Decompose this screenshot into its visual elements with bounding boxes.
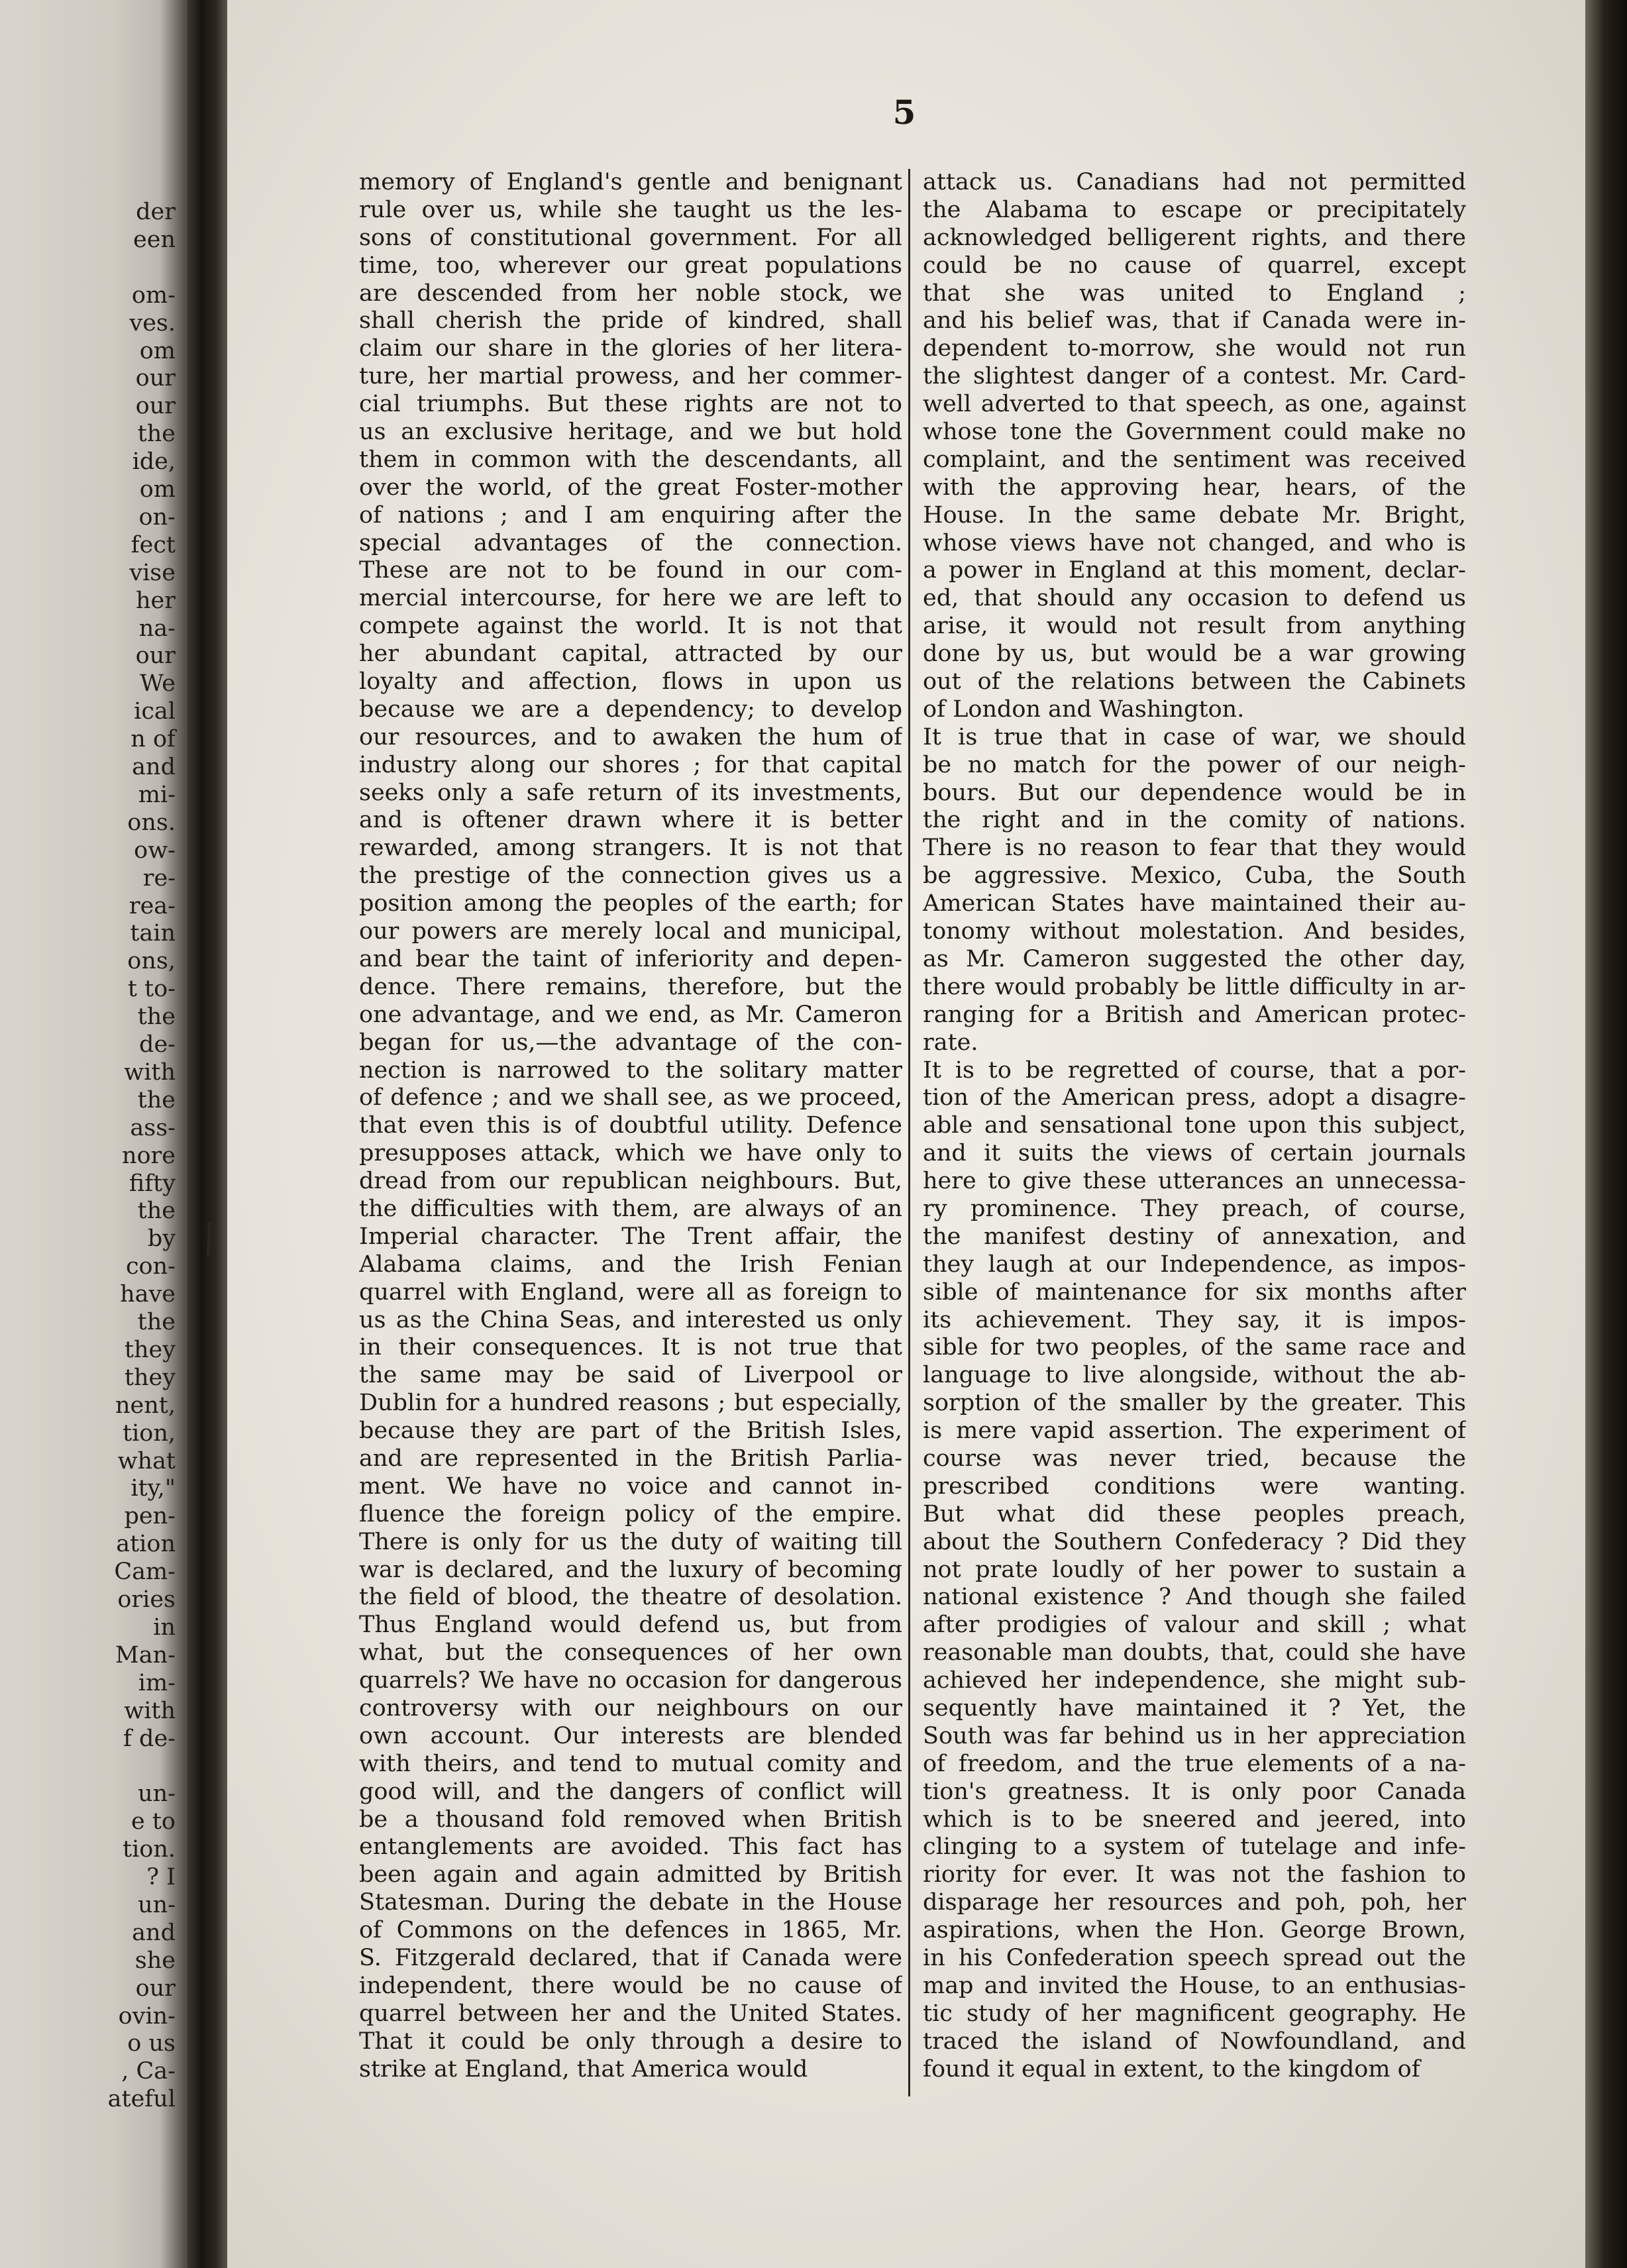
text-line: the same may be said of Liverpool or (359, 1362, 902, 1389)
fragment-text: een (133, 226, 176, 253)
text-line: as Mr. Cameron suggested the other day, (923, 945, 1466, 972)
text-line: that she was united to England ; (923, 280, 1466, 307)
text-line: there would probably be little difficulty in ar- (923, 973, 1466, 1000)
text-line: memory of England's gentle and benignant (359, 169, 902, 195)
text-line: arise, it would not result from anything (923, 613, 1466, 640)
text-line: over the world, of the great Foster-mother (359, 474, 902, 501)
text-line: the Alabama to escape or precipitately (923, 196, 1466, 223)
fragment-text: and (132, 1919, 176, 1946)
fragment-text: her (136, 587, 176, 614)
text-line: the difficulties with them, are always of an (359, 1195, 902, 1222)
fragment-text: nore (121, 1142, 176, 1169)
fragment-text: what (117, 1447, 176, 1474)
text-line: dence. There remains, therefore, but the (359, 973, 902, 1000)
text-line: map and invited the House, to an enthusias- (923, 1972, 1466, 1999)
text-line: These are not to be found in our com- (359, 557, 902, 584)
text-line: found it equal in extent, to the kingdom of (923, 2055, 1420, 2083)
fragment-text: om (139, 337, 176, 364)
text-line: and his belief was, that if Canada were in- (923, 307, 1466, 335)
text-line: nection is narrowed to the solitary matter (359, 1057, 902, 1084)
text-line: industry along our shores ; for that capital (359, 751, 902, 778)
text-line: the slightest danger of a contest. Mr. Card- (923, 363, 1466, 390)
text-line: the manifest destiny of annexation, and (923, 1223, 1466, 1250)
text-line: in his Confederation speech spread out the (923, 1945, 1466, 1971)
text-line: complaint, and the sentiment was received (923, 446, 1466, 473)
fragment-text: mi- (138, 781, 176, 808)
page-edge-shadow (1585, 0, 1627, 2268)
fragment-text: f de- (123, 1725, 176, 1752)
text-line: rule over us, while she taught us the les- (359, 196, 902, 223)
text-line: ture, her martial prowess, and her commer- (359, 363, 902, 390)
text-line: independent, there would be no cause of (359, 1972, 902, 1999)
text-line: of Commons on the defences in 1865, Mr. (359, 1917, 902, 1944)
text-line: language to live alongside, without the ab- (923, 1362, 1466, 1389)
text-line: national existence ? And though she failed (923, 1584, 1466, 1611)
adjacent-page-fragment (0, 0, 187, 2268)
text-line: because they are part of the British Isles, (359, 1418, 902, 1445)
text-line: quarrel with England, were all as foreign to (359, 1278, 902, 1306)
text-line: riority for ever. It was not the fashion to (923, 1861, 1466, 1888)
text-line: because we are a dependency; to develop (359, 696, 902, 723)
text-line: tic study of her magnificent geography. He (923, 2000, 1466, 2027)
text-line: aspirations, when the Hon. George Brown, (923, 1917, 1466, 1944)
text-line: American States have maintained their au- (923, 890, 1466, 917)
fragment-text: pen- (124, 1503, 176, 1530)
fragment-text: Man- (115, 1641, 176, 1669)
fragment-text: We (140, 670, 176, 697)
column-divider (908, 169, 910, 2096)
text-line: her abundant capital, attracted by our (359, 641, 902, 668)
text-line: claim our share in the glories of her litera- (359, 335, 902, 362)
fragment-text: ity," (131, 1475, 176, 1502)
text-line: attack us. Canadians had not permitted (923, 169, 1466, 195)
text-line: It is true that in case of war, we should (923, 723, 1466, 750)
text-line: and is oftener drawn where it is better (359, 807, 902, 834)
text-line: what, but the consequences of her own (359, 1639, 902, 1667)
text-line: special advantages of the connection. (359, 529, 902, 556)
text-line: dread from our republican neighbours. But, (359, 1168, 902, 1195)
fragment-text: and (132, 754, 176, 780)
text-line: good will, and the dangers of conflict will (359, 1778, 902, 1805)
fragment-text: con- (125, 1253, 176, 1280)
text-line: ment. We have no voice and cannot in- (359, 1472, 902, 1500)
text-line: cial triumphs. But these rights are not to (359, 391, 902, 418)
text-line: war is declared, and the luxury of becoming (359, 1556, 902, 1583)
text-line: ranging for a British and American protec- (923, 1001, 1466, 1028)
text-line: able and sensational tone upon this subject, (923, 1112, 1466, 1139)
fragment-text: tion. (123, 1836, 176, 1863)
fragment-text: ories (117, 1586, 176, 1613)
fragment-text: , Ca- (121, 2058, 176, 2085)
text-line: fluence the foreign policy of the empire. (359, 1500, 902, 1527)
fragment-text: the (137, 1004, 176, 1031)
fragment-text: ovin- (118, 2002, 176, 2030)
text-column-left (359, 169, 902, 2083)
fragment-text: the (137, 1198, 176, 1225)
fragment-text: our (135, 643, 176, 670)
text-line: is mere vapid assertion. The experiment of (923, 1418, 1466, 1445)
text-line: the right and in the comity of nations. (923, 807, 1466, 834)
text-line: acknowledged belligerent rights, and there (923, 224, 1466, 251)
fragment-text: fect (131, 531, 176, 558)
text-line: That it could be only through a desire to (359, 2028, 902, 2055)
fragment-text: nent, (115, 1392, 176, 1419)
fragment-text: re- (142, 864, 176, 892)
fragment-text: e to (131, 1808, 176, 1835)
page-number: 5 (892, 93, 916, 132)
fragment-text: have (120, 1281, 176, 1308)
fragment-text: ons, (127, 948, 176, 975)
text-line: Imperial character. The Trent affair, the (359, 1223, 902, 1250)
fragment-text: fifty (129, 1170, 176, 1197)
fragment-text: Cam- (114, 1559, 176, 1586)
fragment-text: ateful (107, 2086, 176, 2113)
text-line: controversy with our neighbours on our (359, 1694, 902, 1722)
fragment-text: vise (129, 559, 176, 586)
text-line: and are represented in the British Parlia- (359, 1445, 902, 1472)
fragment-text: tion, (123, 1419, 176, 1447)
text-line: not prate loudly of her power to sustain a (923, 1556, 1466, 1583)
text-line: us an exclusive heritage, and we but hold (359, 419, 902, 446)
text-line: time, too, wherever our great populations (359, 252, 902, 279)
fragment-text: t to- (127, 976, 176, 1003)
text-line: rate. (923, 1029, 978, 1056)
text-line: reasonable man doubts, that, could she have (923, 1639, 1466, 1667)
text-line: well adverted to that speech, as one, against (923, 391, 1466, 418)
text-line: rewarded, among strangers. It is not that (359, 835, 902, 862)
text-line: S. Fitzgerald declared, that if Canada were (359, 1945, 902, 1971)
fragment-text: our (135, 1975, 176, 2002)
text-line: strike at England, that America would (359, 2055, 808, 2083)
fragment-text: ? I (146, 1864, 176, 1890)
fragment-text: ical (134, 698, 176, 725)
text-line: It is to be regretted of course, that a por- (923, 1057, 1466, 1084)
text-line: sible of maintenance for six months after (923, 1278, 1466, 1306)
text-line: dependent to-morrow, she would not run (923, 335, 1466, 362)
text-line: sons of constitutional government. For all (359, 224, 902, 251)
text-line: ed, that should any occasion to defend us (923, 585, 1466, 612)
text-line: ry prominence. They preach, of course, (923, 1195, 1466, 1222)
text-line: are descended from her noble stock, we (359, 280, 902, 307)
fragment-text: om (139, 476, 176, 503)
text-line: There is only for us the duty of waiting till (359, 1528, 902, 1555)
text-line: There is no reason to fear that they would (923, 835, 1466, 862)
text-line: our resources, and to awaken the hum of (359, 723, 902, 750)
text-line: achieved her independence, she might sub- (923, 1667, 1466, 1694)
text-line: mercial intercourse, for here we are left to (359, 585, 902, 612)
text-line: House. In the same debate Mr. Bright, (923, 501, 1466, 529)
fragment-text: they (124, 1364, 176, 1391)
fragment-text: by (147, 1225, 176, 1253)
page-gutter (187, 0, 227, 2268)
fragment-text: ation (116, 1531, 176, 1558)
text-line: sorption of the smaller by the greater. This (923, 1390, 1466, 1417)
fragment-text: with (124, 1058, 176, 1086)
text-line: of London and Washington. (923, 696, 1245, 723)
fragment-text: ass- (130, 1114, 176, 1141)
text-line: they laugh at our Independence, as impos- (923, 1251, 1466, 1278)
margin-annotation: / (196, 1214, 221, 1263)
text-line: whose views have not changed, and who is (923, 529, 1466, 556)
text-line: after prodigies of valour and skill ; what (923, 1612, 1466, 1639)
text-line: Thus England would defend us, but from (359, 1612, 902, 1639)
text-line: compete against the world. It is not that (359, 613, 902, 640)
text-line: entanglements are avoided. This fact has (359, 1833, 902, 1861)
text-line: loyalty and affection, flows in upon us (359, 668, 902, 696)
text-line: tion of the American press, adopt a disagre- (923, 1084, 1466, 1111)
text-line: been again and again admitted by British (359, 1861, 902, 1888)
text-line: position among the peoples of the earth; for (359, 890, 902, 917)
text-line: our powers are merely local and municipal, (359, 918, 902, 945)
text-line: quarrels? We have no occasion for dangerous (359, 1667, 902, 1694)
fragment-text: rea- (129, 892, 176, 919)
fragment-text: de- (139, 1031, 176, 1058)
text-line: in their consequences. It is not true that (359, 1334, 902, 1361)
fragment-text: she (134, 1947, 176, 1974)
text-line: out of the relations between the Cabinets (923, 668, 1466, 696)
text-line: that even this is of doubtful utility. Defence (359, 1112, 902, 1139)
fragment-text: in (153, 1614, 176, 1641)
text-line: bours. But our dependence would be in (923, 779, 1466, 806)
text-line: Statesman. During the debate in the House (359, 1889, 902, 1916)
text-line: Alabama claims, and the Irish Fenian (359, 1251, 902, 1278)
fragment-text: un- (138, 1891, 176, 1918)
text-line: Dublin for a hundred reasons ; but especially, (359, 1390, 902, 1417)
text-line: which is to be sneered and jeered, into (923, 1806, 1466, 1833)
text-line: the field of blood, the theatre of desolation. (359, 1584, 902, 1611)
fragment-text: our (135, 393, 176, 420)
fragment-text: our (135, 365, 176, 392)
text-line: tonomy without molestation. And besides, (923, 918, 1466, 945)
text-line: sible for two peoples, of the same race and (923, 1334, 1466, 1361)
text-line: be a thousand fold removed when British (359, 1806, 902, 1833)
fragment-text: o us (127, 2030, 176, 2057)
text-line: seeks only a safe return of its investments, (359, 779, 902, 806)
text-line: done by us, but would be a war growing (923, 641, 1466, 668)
text-line: us as the China Seas, and interested us only (359, 1306, 902, 1333)
fragment-text: the (137, 1309, 176, 1335)
text-line: one advantage, and we end, as Mr. Cameron (359, 1001, 902, 1028)
text-line: of defence ; and we shall see, as we proceed, (359, 1084, 902, 1111)
text-line: own account. Our interests are blended (359, 1722, 902, 1749)
text-line: quarrel between her and the United States. (359, 2000, 902, 2027)
text-line: could be no cause of quarrel, except (923, 252, 1466, 279)
fragment-text: ons. (127, 809, 176, 836)
text-line: with theirs, and tend to mutual comity and (359, 1750, 902, 1777)
text-line: But what did these peoples preach, (923, 1500, 1466, 1527)
text-line: here to give these utterances an unnecessa- (923, 1168, 1466, 1195)
fragment-text: un- (138, 1780, 176, 1808)
fragment-text: na- (138, 615, 176, 642)
fragment-text: im- (138, 1669, 176, 1696)
text-line: tion's greatness. It is only poor Canada (923, 1778, 1466, 1805)
fragment-text: ves. (129, 309, 176, 336)
text-line: about the Southern Confederacy ? Did they (923, 1528, 1466, 1555)
text-line: the prestige of the connection gives us a (359, 862, 902, 890)
fragment-text: n of (131, 726, 176, 753)
text-line: prescribed conditions were wanting. (923, 1472, 1466, 1500)
fragment-text: der (136, 199, 176, 225)
text-line: of nations ; and I am enquiring after the (359, 501, 902, 529)
text-line: began for us,—the advantage of the con- (359, 1029, 902, 1056)
fragment-text: ide, (132, 448, 176, 476)
text-line: be no match for the power of our neigh- (923, 751, 1466, 778)
text-line: and bear the taint of inferiority and depen- (359, 945, 902, 972)
text-line: whose tone the Government could make no (923, 419, 1466, 446)
text-line: course was never tried, because the (923, 1445, 1466, 1472)
fragment-text: om- (131, 282, 176, 309)
text-line: and it suits the views of certain journals (923, 1140, 1466, 1167)
fragment-text: ow- (134, 837, 176, 864)
fragment-text: the (137, 421, 176, 448)
text-line: them in common with the descendants, all (359, 446, 902, 473)
fragment-text: they (124, 1336, 176, 1363)
text-line: traced the island of Nowfoundland, and (923, 2028, 1466, 2055)
text-line: its achievement. They say, it is impos- (923, 1306, 1466, 1333)
text-line: be aggressive. Mexico, Cuba, the South (923, 862, 1466, 890)
text-line: clinging to a system of tutelage and infe- (923, 1833, 1466, 1861)
text-line: sequently have maintained it ? Yet, the (923, 1694, 1466, 1722)
text-line: presupposes attack, which we have only to (359, 1140, 902, 1167)
text-line: of freedom, and the true elements of a na- (923, 1750, 1466, 1777)
fragment-text: with (124, 1697, 176, 1724)
text-line: South was far behind us in her appreciation (923, 1722, 1466, 1749)
fragment-text: tain (130, 920, 176, 947)
fragment-text: on- (138, 503, 176, 531)
text-line: disparage her resources and poh, poh, her (923, 1889, 1466, 1916)
text-column-right (923, 169, 1466, 2083)
fragment-text: the (137, 1086, 176, 1113)
text-line: a power in England at this moment, declar- (923, 557, 1466, 584)
text-line: with the approving hear, hears, of the (923, 474, 1466, 501)
text-line: shall cherish the pride of kindred, shall (359, 307, 902, 335)
